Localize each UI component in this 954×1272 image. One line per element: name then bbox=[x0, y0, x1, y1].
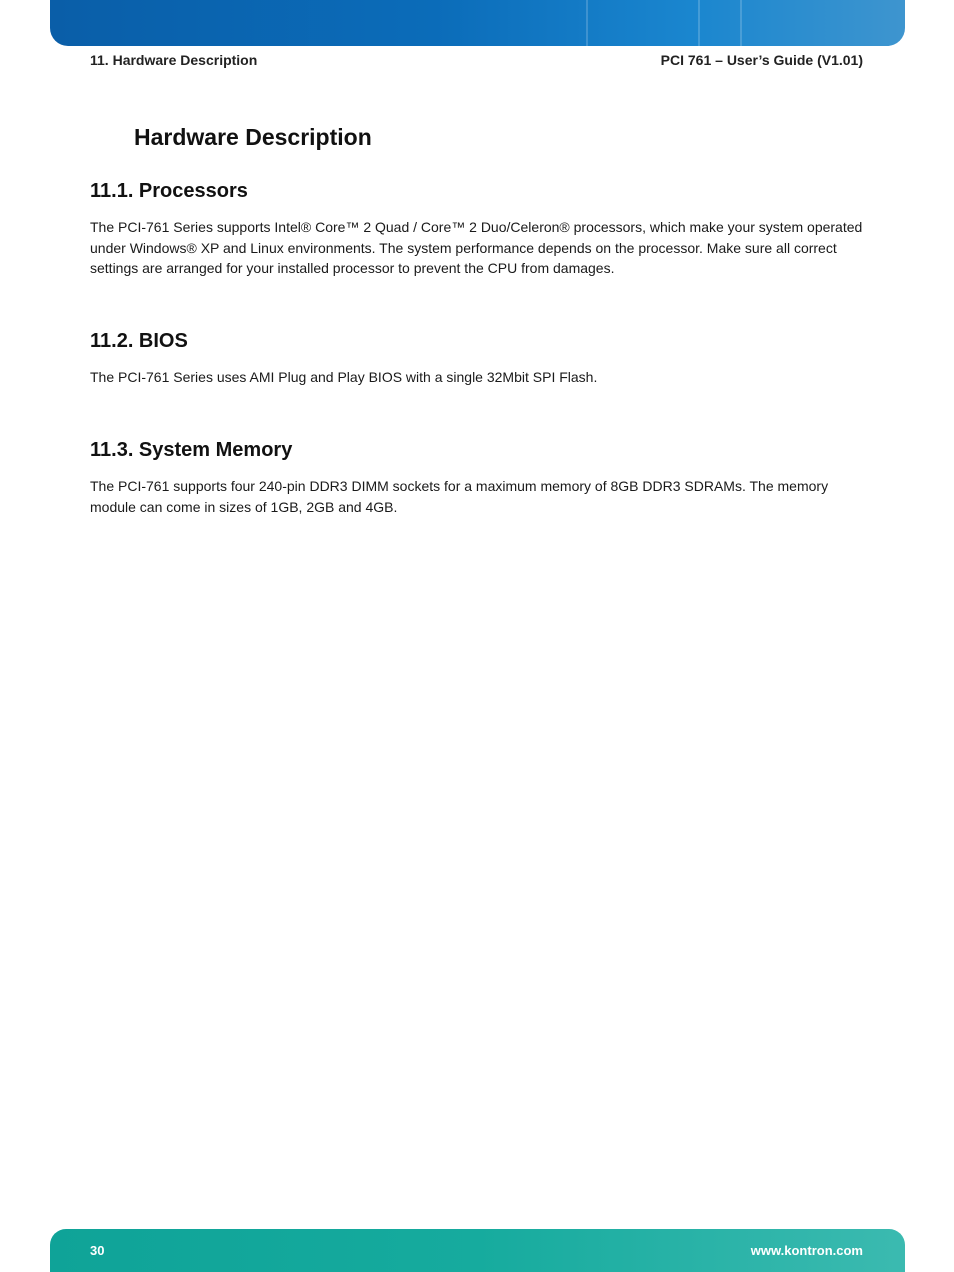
section-body-processors: The PCI-761 Series supports Intel® Core™ 2 Quad / Core™ 2 Duo/Celeron® processors, which make your system operated under Windows® XP and Linux environments. The system performance depends on the processor. Make sure all correct settings are arranged for your installed processor to prevent the CPU from damages. bbox=[90, 219, 863, 276]
banner-streak bbox=[698, 0, 700, 46]
section-title-processors: 11.1. Processors bbox=[90, 180, 248, 202]
page-number: 30 bbox=[90, 1243, 105, 1258]
section-title-system-memory: 11.3. System Memory bbox=[90, 439, 293, 461]
running-header-document: PCI 761 – User’s Guide (V1.01) bbox=[660, 52, 863, 68]
banner-streak bbox=[586, 0, 588, 46]
section-title-bios: 11.2. BIOS bbox=[90, 330, 188, 352]
chapter-title: Hardware Description bbox=[134, 124, 372, 150]
running-header bbox=[90, 52, 863, 72]
section-body-system-memory: The PCI-761 supports four 240-pin DDR3 DIMM sockets for a maximum memory of 8GB DDR3 SDRAMs. The memory module can come in sizes of 1GB, 2GB and 4GB. bbox=[90, 478, 829, 515]
header-banner bbox=[50, 0, 905, 46]
website-link[interactable]: www.kontron.com bbox=[750, 1243, 863, 1258]
banner-streak bbox=[740, 0, 742, 46]
running-header-chapter: 11. Hardware Description bbox=[90, 52, 258, 68]
footer-banner bbox=[50, 1229, 905, 1272]
section-body-bios: The PCI-761 Series uses AMI Plug and Play BIOS with a single 32Mbit SPI Flash. bbox=[90, 369, 598, 385]
